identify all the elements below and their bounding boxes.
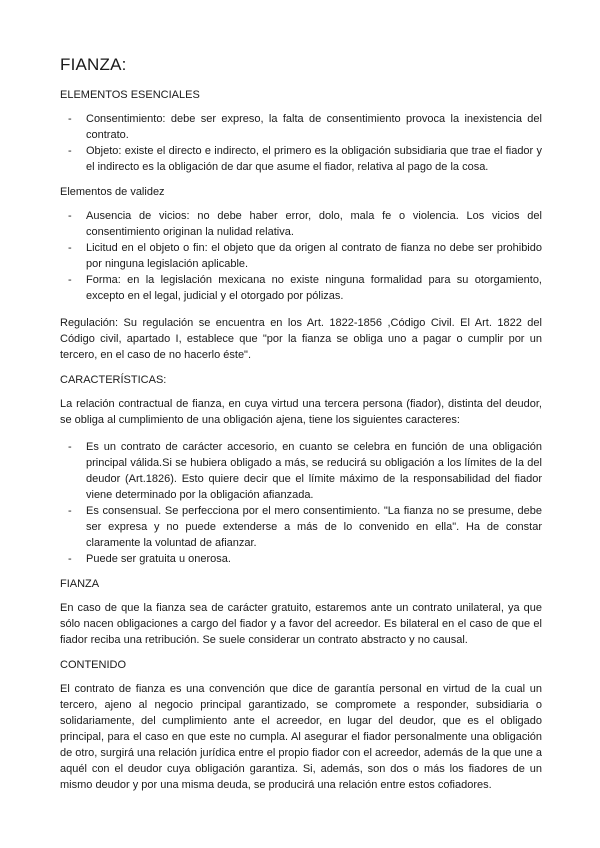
list-essential-elements [60,111,542,175]
list-item: - Es un contrato de carácter accesorio, en cuanto se celebra en función de una obligación principal válida.Si se hubiera obligado a más, se reducirá su obligación a los límites de la del deudor (Art.1826). Esto quiere decir que el límite máximo de la responsabilidad del fiador viene determinado por la obligación afianzada. [60,439,542,503]
list-item: - Puede ser gratuita u onerosa. [60,551,542,567]
list-item: - Ausencia de vicios: no debe haber error, dolo, mala fe o violencia. Los vicios del consentimiento originan la nulidad relativa. [60,208,542,240]
list-item: - Consentimiento: debe ser expreso, la falta de consentimiento provoca la inexistencia del contrato. [60,111,542,143]
fianza-paragraph: En caso de que la fianza sea de carácter gratuito, estaremos ante un contrato unilateral, ya que sólo nacen obligaciones a cargo del fiador y a favor del acreedor. Es bilateral en el caso de que el fiador reciba una retribución. Se suele considerar un contrato abstracto y no causal. [60,602,542,646]
heading-validity-elements: Elementos de validez [60,186,165,198]
list-item: - Es consensual. Se perfecciona por el mero consentimiento. "La fianza no se presume, debe ser expresa y no puede extenderse a más de lo convenido en ella". Ha de constar claramente la voluntad de afianzar. [60,503,542,551]
content-paragraph: El contrato de fianza es una convención que dice de garantía personal en virtud de la cual un tercero, ajeno al negocio principal garantizado, se compromete a responder, subsidiaria o solidariamente, del cumplimiento ante el acreedor, en lugar del deudor, que es el obligado principal, para el caso en que este no cumpla. Al asegurar el fiador personalmente una obligación de otro, surgirá una relación jurídica entre el propio fiador con el acreedor, además de la que une a aquél con el deudor cuya obligación garantiza. Si, además, son dos o más los fiadores de un mismo deudor y por una misma deuda, se producirá una relación entre estos cofiadores. [60,683,542,791]
list-item: - Licitud en el objeto o fin: el objeto que da origen al contrato de fianza no debe ser prohibido por ninguna legislación aplicable. [60,240,542,272]
heading-content: CONTENIDO [60,659,126,671]
document-title: FIANZA: [60,55,127,74]
characteristics-intro: La relación contractual de fianza, en cuya virtud una tercera persona (fiador), distinta del deudor, se obliga al cumplimiento de una obligación ajena, tiene los siguientes caracteres: [60,398,542,426]
document-page [60,55,542,804]
heading-fianza: FIANZA [60,578,100,590]
heading-characteristics: CARACTERÍSTICAS: [60,374,167,386]
regulation-paragraph: Regulación: Su regulación se encuentra en los Art. 1822-1856 ,Código Civil. El Art. 1822 del Código civil, apartado I, establece que "por la fianza se obliga uno a pagar o cumplir por un tercero, en el caso de no hacerlo éste". [60,317,542,361]
heading-essential-elements: ELEMENTOS ESENCIALES [60,89,200,101]
list-characteristics [60,439,542,567]
list-validity-elements [60,208,542,304]
list-item: - Objeto: existe el directo e indirecto, el primero es la obligación subsidiaria que trae el fiador y el indirecto es la obligación de dar que asume el fiador, relativa al pago de la cosa. [60,143,542,175]
list-item: - Forma: en la legislación mexicana no existe ninguna formalidad para su otorgamiento, excepto en el legal, judicial y el otorgado por pólizas. [60,272,542,304]
